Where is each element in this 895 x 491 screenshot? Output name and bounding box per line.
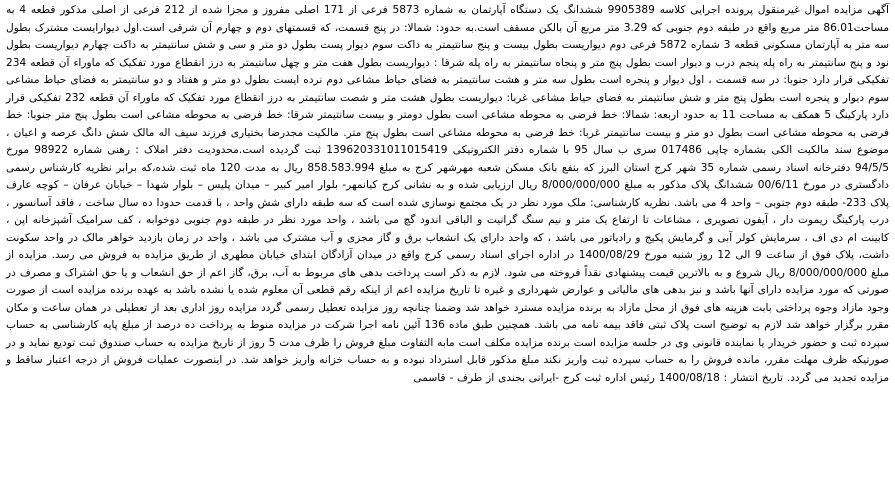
auction-notice-text: آگهی مزایده اموال غیرمنقول پرونده اجرایی کلاسه 9905389 ششدانگ یک دستگاه آپارتمان به شماره 5873 فرعی از 171 اصلی مفروز و مجزا شده از 212 فرعی از اصلی مذکور قطعه 4 به مساحت86.01 متر مربع واقع در طبقه دوم جنوبی که 3.29 متر مربع آن بالکن مسقف است.به حدود: شمالا: در پنج قسمت، که قسمتهای دوم و چهارم آن شرقی است.اول دیوارایست مشترک بطول سه متر به آپارتمان مسکونی قطعه 3 شماره 5872 فرعی دوم دیواریست بطول بیست و پنج سانتیمتر به داکت سوم دیوار پست بطول دو متر و سی و شش سانتیمتر به داکت چهارم دیواریست بطول نود و پنج سانتیمتر به راه پله پنجم درب و دیوار است بطول پنج متر و پنجاه سانتیمتر به راه پله شرقا : دیواریست بطول هفت متر و چهل سانتیمتر به درز انقطاع مورد تفکیک که ماوراء آن قطعه 234 تفکیکی قرار دارد جنوبا: در سه قسمت ، اول دیوار و پنجره است بطول سه متر و هشت سانتیمتر به فضای حیاط مشاعی دوم نرده ایست بطول دو متر و هفتاد و دو سانتیمتر به فضای حیاط مشاعی سوم دیوار و پنجره است بطول پنج متر و شش سانتیمتر به فضای حیاط مشاعی غربا: دیواریست بطول هشت متر و شصت سانتیمتر به درز انقطاع مورد تفکیک که ماوراء آن قطعه 232 تفکیکی قرار دارد پارکینگ 5 همکف به مساحت 11 به حدود اربعه: شمالا: خط فرضی به محوطه مشاعی است بطول دومتر و بیست سانتیمتر شرقا: خط فرضی به محوطه مشاعی است بطول پنج متر جنوبا: خط فرضی به محوطه مشاعی است بطول دو متر و بیست سانتیمتر غربا: خط فرضی به محوطه مشاعی است بطول پنج متر. مالکیت مجدرضا بختیاری فرزند سیف اله مالک شش دانگ عرصه و اعیان ، موضوع سند مالکیت الکی بشماره چاپی 017486 سری ب سال 95 با شماره دفتر الکترونیکی 139620331011015419 ثبت گردیده است.محدودیت دفتر املاک : رهنی شماره 98922 مورخ 94/5/5 دفترخانه اسناد رسمی شماره 35 شهر کرج استان البرز که بنفع بانک مسکن شعبه مهرشهر کرج به مبلغ 858.583.994 ریال به مدت 120 ماه ثبت شده،که برابر نظریه کارشناس رسمی دادگستری در مورخ 00/6/11 ششدانگ پلاک مذکور به مبلغ 8/000/000/000 ریال ارزیابی شده و به نشانی کرج کیانمهر- بلوار امیر کبیر – میدان پلیس – بلوار شهدا – خیابان عرفان – کوچه عارف پلاک 233- طبقه دوم جنوبی – واحد 4 می باشد. نظریه کارشناسی: ملک مورد نظر در یک مجتمع نوسازی شده است که سه طبقه دارای شش واحد ، با قدمت حدودا ده سال ساخت ، فاقد آسانسور ، درب پارکینگ ریموت دار ، آیفون تصویری ، مشاعات تا ارتفاع یک متر و نیم سنگ گرانیت و الباقی اندود گچ می باشد ، واحد مورد نظر در طبقه دوم جنوبی دوخوابه ، کف سرامیک آشپزخانه اپن ، کابینت ام دی اف ، سرمایش کولر آبی و گرمایش پکیج و رادیاتور می باشد ، که واحد دارای یک انشعاب برق و گاز مجزی و آب مشترک می باشد ، واحد در زمان بازدید خواهر مالک در واحد سکونت داشت، پلاک فوق از ساعت 9 الی 12 روز شنبه مورخ 1400/08/29 در اداره اجرای اسناد رسمی کرج واقع در میدان آزادگان ابتدای خیابان مطهری از طریق مزایده به فروش می رسد. مزایده از مبلغ 8/000/000/000 ریال شروع و به بالاترین قیمت پیشنهادی نقداً فروخته می شود. لازم به ذکر است پرداخت بدهی های مربوط به آب، برق، گاز اعم از حق انشعاب و یا حق اشتراک و مصرف در صورتی که مورد مزایده دارای آنها باشد و نیز بدهی های مالیاتی و عوارض شهرداری و غیره تا تاریخ مزایده اعم از اینکه رقم قطعی آن معلوم شده یا نشده باشد به عهده برنده مزایده است از صورت وجود مازاد وجوه پرداختی بابت هزینه های فوق از محل مازاد به برنده مزایده مسترد خواهد شد وضمنا چنانچه روز مزایده تعطیل رسمی گردد مزایده روز اداری بعد از تعطیلی در همان ساعت و مکان مقرر برگزار خواهد شد لازم به توضیح است پلاک ثبتی فاقد بیمه نامه می باشد. همچنین طبق ماده 136 آئین نامه اجرا شرکت در مزایده منوط به پرداخت ده درصد از مبلغ پایه کارشناسی به حساب سپرده ثبت و حضور خریدار یا نماینده قانونی وی در جلسه مزایده است برنده مزایده مکلف است مابه التفاوت مبلغ فروش را ظرف مدت 5 روز از تاریخ مزایده به حساب صندوق ثبت تودیع نماید و در صورتیکه ظرف مهلت مقرر، مانده فروش را به حساب سپرده ثبت واریز نکند مبلغ مذکور قابل استرداد نبوده و به حساب خزانه واریز خواهد شد. در اینصورت عملیات فروش از درجه اعتبار ساقط و مزایده تجدید می گردد. تاریخ انتشار : 1400/08/18 رئیس اداره ثبت کرج -ایرانی بجندی از طرف - قاسمی (6, 4, 890, 384)
